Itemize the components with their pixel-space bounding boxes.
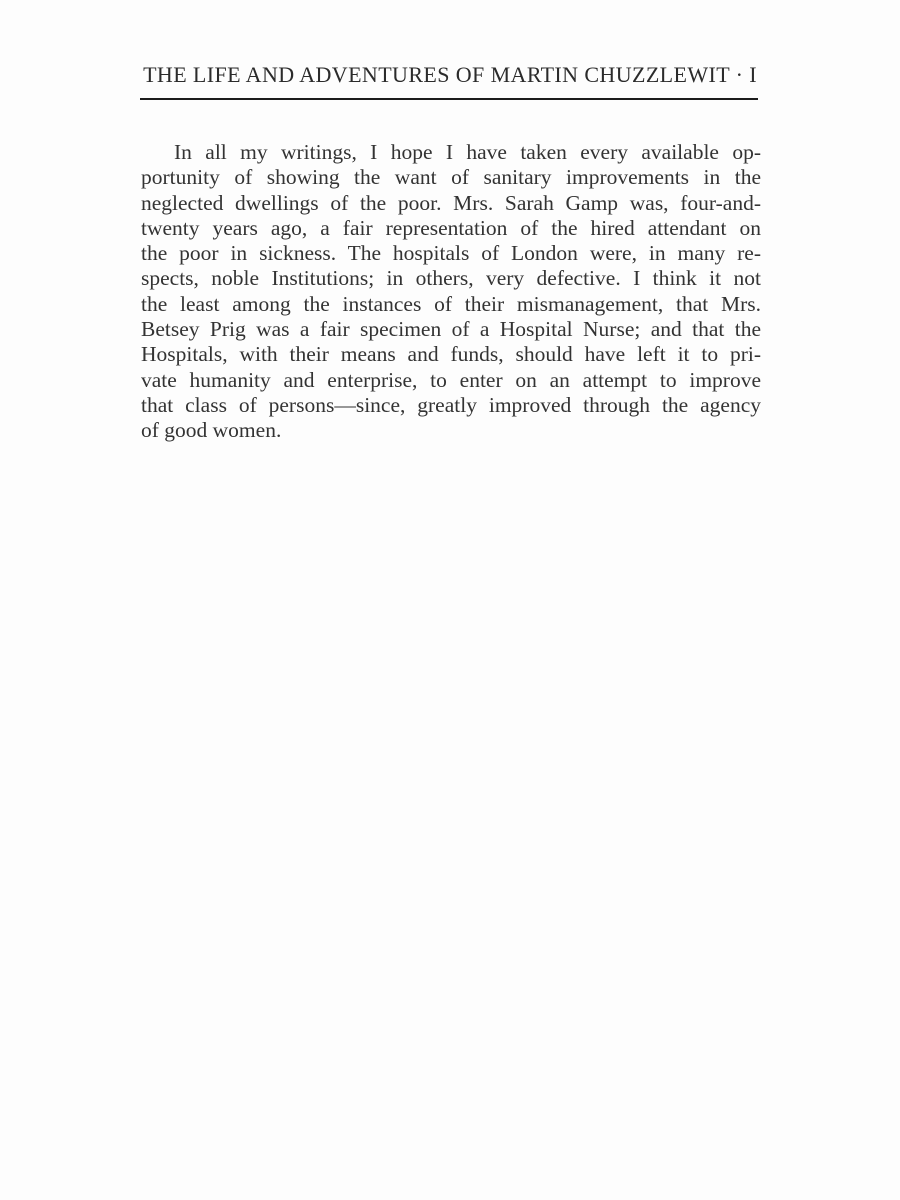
text-line: Hospitals, with their means and funds, should have left it to pri- [141,342,761,367]
header-rule [140,98,758,100]
text-line: Betsey Prig was a fair specimen of a Hospital Nurse; and that the [141,317,761,342]
text-line: of good women. [141,418,282,443]
text-line: portunity of showing the want of sanitary improvements in the [141,165,761,190]
text-line: vate humanity and enterprise, to enter on an attempt to improve [141,367,761,392]
text-line: the poor in sickness. The hospitals of London were, in many re- [141,241,761,266]
text-line: that class of persons—since, greatly improved through the agency [141,392,761,417]
text-line: In all my writings, I hope I have taken every available op- [174,140,761,164]
text-line: neglected dwellings of the poor. Mrs. Sarah Gamp was, four-and- [141,190,761,215]
running-header-title: THE LIFE AND ADVENTURES OF MARTIN CHUZZLEWIT · I [143,62,757,87]
text-line: the least among the instances of their mismanagement, that Mrs. [141,291,761,316]
text-line: spects, noble Institutions; in others, very defective. I think it not [141,266,761,291]
text-line: twenty years ago, a fair representation of the hired attendant on [141,215,761,240]
preface-paragraph [141,140,761,444]
